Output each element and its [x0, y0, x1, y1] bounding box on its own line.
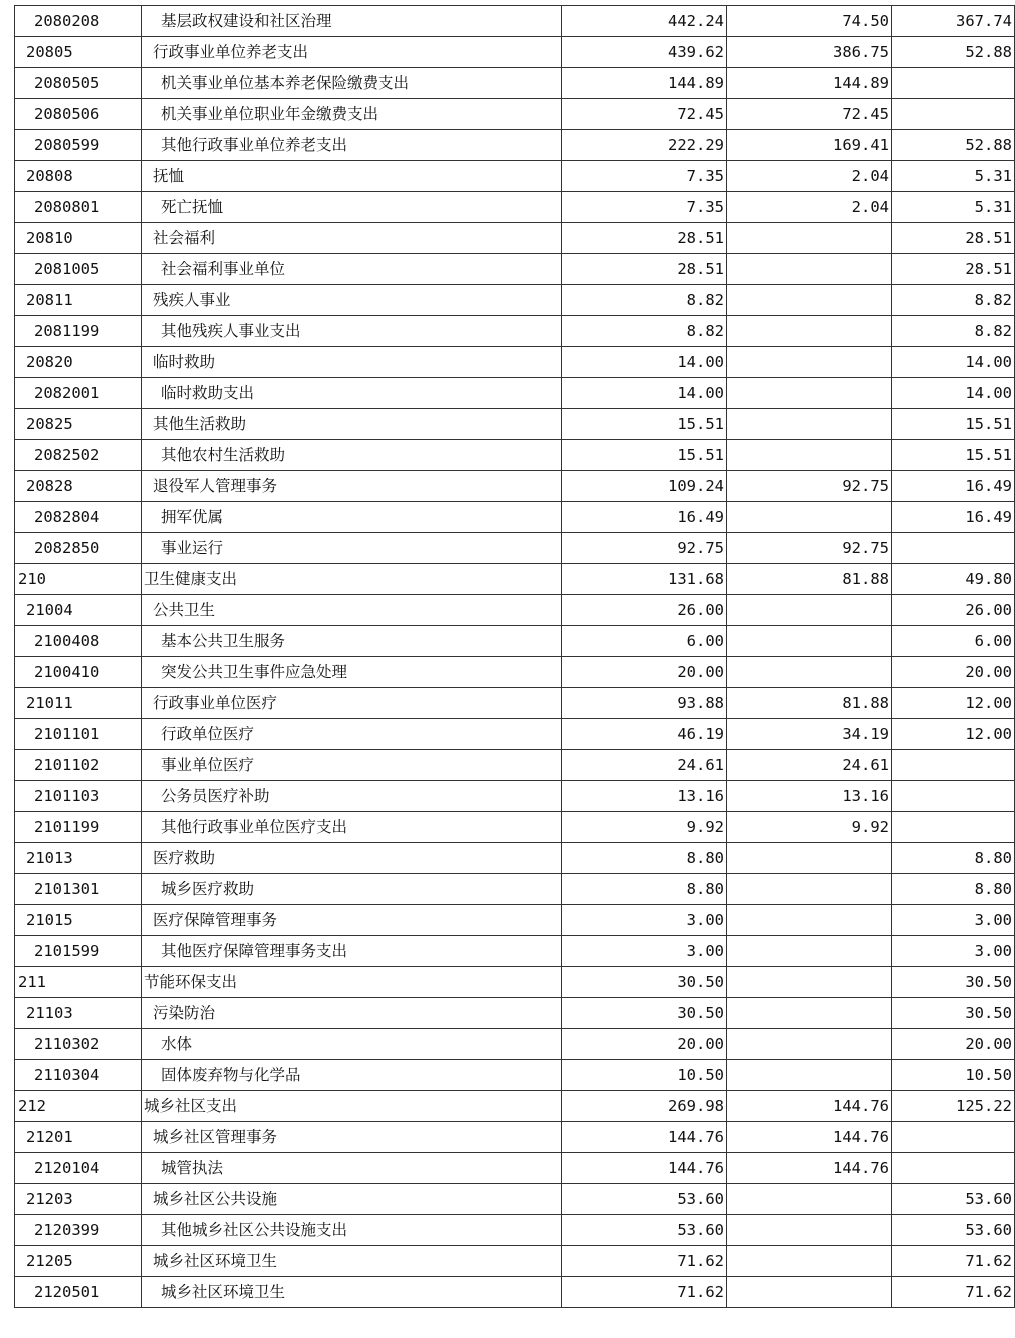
table-row [15, 254, 1015, 285]
code-cell: 2080801 [15, 192, 142, 223]
project-expenditure-cell: 8.82 [892, 316, 1015, 347]
name-cell: 行政事业单位医疗 [142, 688, 562, 719]
total-cell: 10.50 [562, 1060, 727, 1091]
name-cell: 残疾人事业 [142, 285, 562, 316]
code-cell: 2101599 [15, 936, 142, 967]
project-expenditure-cell [892, 68, 1015, 99]
name-cell: 水体 [142, 1029, 562, 1060]
code-cell: 2080208 [15, 6, 142, 37]
project-expenditure-cell [892, 99, 1015, 130]
table-row [15, 1060, 1015, 1091]
total-cell: 20.00 [562, 1029, 727, 1060]
name-cell: 城乡社区支出 [142, 1091, 562, 1122]
basic-expenditure-cell [727, 502, 892, 533]
basic-expenditure-cell: 74.50 [727, 6, 892, 37]
basic-expenditure-cell [727, 254, 892, 285]
code-cell: 20825 [15, 409, 142, 440]
table-row [15, 1215, 1015, 1246]
table-row [15, 1029, 1015, 1060]
total-cell: 71.62 [562, 1246, 727, 1277]
project-expenditure-cell: 12.00 [892, 688, 1015, 719]
code-cell: 2080506 [15, 99, 142, 130]
code-cell: 210 [15, 564, 142, 595]
total-cell: 13.16 [562, 781, 727, 812]
project-expenditure-cell: 53.60 [892, 1184, 1015, 1215]
basic-expenditure-cell: 92.75 [727, 533, 892, 564]
total-cell: 46.19 [562, 719, 727, 750]
table-row [15, 1184, 1015, 1215]
code-cell: 2120501 [15, 1277, 142, 1308]
table-row [15, 719, 1015, 750]
budget-expenditure-table [14, 5, 1015, 1308]
basic-expenditure-cell: 34.19 [727, 719, 892, 750]
name-cell: 行政单位医疗 [142, 719, 562, 750]
name-cell: 其他生活救助 [142, 409, 562, 440]
code-cell: 21205 [15, 1246, 142, 1277]
basic-expenditure-cell [727, 1029, 892, 1060]
table-row [15, 1246, 1015, 1277]
name-cell: 医疗救助 [142, 843, 562, 874]
name-cell: 机关事业单位基本养老保险缴费支出 [142, 68, 562, 99]
project-expenditure-cell: 20.00 [892, 1029, 1015, 1060]
basic-expenditure-cell [727, 409, 892, 440]
basic-expenditure-cell [727, 843, 892, 874]
project-expenditure-cell: 15.51 [892, 409, 1015, 440]
code-cell: 20820 [15, 347, 142, 378]
total-cell: 26.00 [562, 595, 727, 626]
total-cell: 14.00 [562, 378, 727, 409]
table-row [15, 130, 1015, 161]
code-cell: 21004 [15, 595, 142, 626]
total-cell: 269.98 [562, 1091, 727, 1122]
total-cell: 222.29 [562, 130, 727, 161]
project-expenditure-cell: 28.51 [892, 223, 1015, 254]
table-row [15, 223, 1015, 254]
name-cell: 卫生健康支出 [142, 564, 562, 595]
total-cell: 53.60 [562, 1184, 727, 1215]
project-expenditure-cell: 14.00 [892, 378, 1015, 409]
project-expenditure-cell [892, 533, 1015, 564]
project-expenditure-cell [892, 1153, 1015, 1184]
table-row [15, 161, 1015, 192]
table-row [15, 440, 1015, 471]
project-expenditure-cell: 5.31 [892, 161, 1015, 192]
total-cell: 53.60 [562, 1215, 727, 1246]
code-cell: 2101103 [15, 781, 142, 812]
basic-expenditure-cell [727, 1060, 892, 1091]
name-cell: 其他城乡社区公共设施支出 [142, 1215, 562, 1246]
code-cell: 2082502 [15, 440, 142, 471]
project-expenditure-cell: 52.88 [892, 130, 1015, 161]
total-cell: 8.82 [562, 285, 727, 316]
table-row [15, 750, 1015, 781]
basic-expenditure-cell: 144.89 [727, 68, 892, 99]
basic-expenditure-cell [727, 874, 892, 905]
name-cell: 死亡抚恤 [142, 192, 562, 223]
name-cell: 基本公共卫生服务 [142, 626, 562, 657]
name-cell: 其他农村生活救助 [142, 440, 562, 471]
budget-table-container [14, 5, 1012, 1308]
total-cell: 109.24 [562, 471, 727, 502]
table-row [15, 99, 1015, 130]
total-cell: 3.00 [562, 936, 727, 967]
total-cell: 131.68 [562, 564, 727, 595]
total-cell: 7.35 [562, 192, 727, 223]
name-cell: 城管执法 [142, 1153, 562, 1184]
code-cell: 2101199 [15, 812, 142, 843]
total-cell: 8.80 [562, 843, 727, 874]
name-cell: 其他行政事业单位养老支出 [142, 130, 562, 161]
project-expenditure-cell: 52.88 [892, 37, 1015, 68]
name-cell: 突发公共卫生事件应急处理 [142, 657, 562, 688]
total-cell: 7.35 [562, 161, 727, 192]
name-cell: 节能环保支出 [142, 967, 562, 998]
basic-expenditure-cell [727, 967, 892, 998]
project-expenditure-cell: 16.49 [892, 471, 1015, 502]
table-row [15, 471, 1015, 502]
total-cell: 3.00 [562, 905, 727, 936]
code-cell: 2100408 [15, 626, 142, 657]
basic-expenditure-cell [727, 1246, 892, 1277]
table-row [15, 812, 1015, 843]
table-row [15, 409, 1015, 440]
total-cell: 6.00 [562, 626, 727, 657]
code-cell: 20805 [15, 37, 142, 68]
project-expenditure-cell: 28.51 [892, 254, 1015, 285]
basic-expenditure-cell [727, 626, 892, 657]
table-row [15, 316, 1015, 347]
project-expenditure-cell: 14.00 [892, 347, 1015, 378]
code-cell: 21011 [15, 688, 142, 719]
name-cell: 城乡社区环境卫生 [142, 1246, 562, 1277]
name-cell: 公务员医疗补助 [142, 781, 562, 812]
basic-expenditure-cell: 169.41 [727, 130, 892, 161]
name-cell: 机关事业单位职业年金缴费支出 [142, 99, 562, 130]
basic-expenditure-cell [727, 657, 892, 688]
name-cell: 其他残疾人事业支出 [142, 316, 562, 347]
basic-expenditure-cell [727, 1184, 892, 1215]
total-cell: 442.24 [562, 6, 727, 37]
project-expenditure-cell [892, 750, 1015, 781]
total-cell: 30.50 [562, 998, 727, 1029]
name-cell: 行政事业单位养老支出 [142, 37, 562, 68]
code-cell: 2101101 [15, 719, 142, 750]
table-row [15, 285, 1015, 316]
project-expenditure-cell: 26.00 [892, 595, 1015, 626]
table-row [15, 378, 1015, 409]
basic-expenditure-cell [727, 378, 892, 409]
name-cell: 其他行政事业单位医疗支出 [142, 812, 562, 843]
table-row [15, 595, 1015, 626]
table-row [15, 347, 1015, 378]
name-cell: 医疗保障管理事务 [142, 905, 562, 936]
project-expenditure-cell [892, 812, 1015, 843]
project-expenditure-cell: 10.50 [892, 1060, 1015, 1091]
total-cell: 24.61 [562, 750, 727, 781]
project-expenditure-cell: 3.00 [892, 905, 1015, 936]
total-cell: 8.80 [562, 874, 727, 905]
total-cell: 144.89 [562, 68, 727, 99]
basic-expenditure-cell: 81.88 [727, 688, 892, 719]
total-cell: 15.51 [562, 440, 727, 471]
project-expenditure-cell: 3.00 [892, 936, 1015, 967]
name-cell: 城乡医疗救助 [142, 874, 562, 905]
total-cell: 16.49 [562, 502, 727, 533]
basic-expenditure-cell [727, 440, 892, 471]
basic-expenditure-cell: 81.88 [727, 564, 892, 595]
name-cell: 临时救助支出 [142, 378, 562, 409]
code-cell: 2120104 [15, 1153, 142, 1184]
code-cell: 2100410 [15, 657, 142, 688]
total-cell: 144.76 [562, 1122, 727, 1153]
code-cell: 2081199 [15, 316, 142, 347]
project-expenditure-cell: 8.82 [892, 285, 1015, 316]
basic-expenditure-cell [727, 223, 892, 254]
code-cell: 20828 [15, 471, 142, 502]
name-cell: 临时救助 [142, 347, 562, 378]
code-cell: 20811 [15, 285, 142, 316]
basic-expenditure-cell [727, 936, 892, 967]
table-row [15, 626, 1015, 657]
table-row [15, 1091, 1015, 1122]
name-cell: 固体废弃物与化学品 [142, 1060, 562, 1091]
project-expenditure-cell: 16.49 [892, 502, 1015, 533]
table-row [15, 6, 1015, 37]
total-cell: 439.62 [562, 37, 727, 68]
project-expenditure-cell: 125.22 [892, 1091, 1015, 1122]
code-cell: 2082804 [15, 502, 142, 533]
code-cell: 2101102 [15, 750, 142, 781]
total-cell: 28.51 [562, 223, 727, 254]
basic-expenditure-cell [727, 998, 892, 1029]
name-cell: 基层政权建设和社区治理 [142, 6, 562, 37]
table-row [15, 936, 1015, 967]
project-expenditure-cell: 6.00 [892, 626, 1015, 657]
code-cell: 2082850 [15, 533, 142, 564]
basic-expenditure-cell: 144.76 [727, 1153, 892, 1184]
total-cell: 72.45 [562, 99, 727, 130]
code-cell: 21103 [15, 998, 142, 1029]
name-cell: 社会福利事业单位 [142, 254, 562, 285]
basic-expenditure-cell: 92.75 [727, 471, 892, 502]
table-row [15, 502, 1015, 533]
total-cell: 92.75 [562, 533, 727, 564]
name-cell: 污染防治 [142, 998, 562, 1029]
code-cell: 2081005 [15, 254, 142, 285]
name-cell: 公共卫生 [142, 595, 562, 626]
table-row [15, 533, 1015, 564]
basic-expenditure-cell: 24.61 [727, 750, 892, 781]
code-cell: 211 [15, 967, 142, 998]
code-cell: 2120399 [15, 1215, 142, 1246]
code-cell: 2101301 [15, 874, 142, 905]
code-cell: 2082001 [15, 378, 142, 409]
table-body [15, 6, 1015, 1308]
basic-expenditure-cell [727, 1215, 892, 1246]
total-cell: 30.50 [562, 967, 727, 998]
code-cell: 2080599 [15, 130, 142, 161]
name-cell: 城乡社区公共设施 [142, 1184, 562, 1215]
project-expenditure-cell: 8.80 [892, 843, 1015, 874]
total-cell: 15.51 [562, 409, 727, 440]
table-row [15, 1122, 1015, 1153]
table-row [15, 843, 1015, 874]
basic-expenditure-cell: 2.04 [727, 192, 892, 223]
total-cell: 71.62 [562, 1277, 727, 1308]
basic-expenditure-cell: 144.76 [727, 1091, 892, 1122]
basic-expenditure-cell: 2.04 [727, 161, 892, 192]
total-cell: 144.76 [562, 1153, 727, 1184]
code-cell: 20810 [15, 223, 142, 254]
project-expenditure-cell: 71.62 [892, 1277, 1015, 1308]
table-row [15, 688, 1015, 719]
total-cell: 14.00 [562, 347, 727, 378]
basic-expenditure-cell: 9.92 [727, 812, 892, 843]
project-expenditure-cell: 71.62 [892, 1246, 1015, 1277]
code-cell: 21203 [15, 1184, 142, 1215]
project-expenditure-cell: 12.00 [892, 719, 1015, 750]
basic-expenditure-cell [727, 905, 892, 936]
basic-expenditure-cell [727, 595, 892, 626]
basic-expenditure-cell: 144.76 [727, 1122, 892, 1153]
table-row [15, 192, 1015, 223]
table-row [15, 37, 1015, 68]
name-cell: 事业运行 [142, 533, 562, 564]
basic-expenditure-cell [727, 316, 892, 347]
code-cell: 2110302 [15, 1029, 142, 1060]
table-row [15, 657, 1015, 688]
project-expenditure-cell: 53.60 [892, 1215, 1015, 1246]
name-cell: 抚恤 [142, 161, 562, 192]
total-cell: 9.92 [562, 812, 727, 843]
total-cell: 28.51 [562, 254, 727, 285]
table-row [15, 781, 1015, 812]
total-cell: 20.00 [562, 657, 727, 688]
project-expenditure-cell: 15.51 [892, 440, 1015, 471]
name-cell: 退役军人管理事务 [142, 471, 562, 502]
code-cell: 212 [15, 1091, 142, 1122]
table-row [15, 564, 1015, 595]
table-row [15, 1277, 1015, 1308]
total-cell: 8.82 [562, 316, 727, 347]
basic-expenditure-cell [727, 285, 892, 316]
name-cell: 拥军优属 [142, 502, 562, 533]
project-expenditure-cell: 49.80 [892, 564, 1015, 595]
table-row [15, 905, 1015, 936]
name-cell: 事业单位医疗 [142, 750, 562, 781]
basic-expenditure-cell: 13.16 [727, 781, 892, 812]
code-cell: 20808 [15, 161, 142, 192]
name-cell: 城乡社区环境卫生 [142, 1277, 562, 1308]
project-expenditure-cell: 367.74 [892, 6, 1015, 37]
project-expenditure-cell: 5.31 [892, 192, 1015, 223]
table-row [15, 967, 1015, 998]
code-cell: 21013 [15, 843, 142, 874]
basic-expenditure-cell: 72.45 [727, 99, 892, 130]
table-row [15, 1153, 1015, 1184]
project-expenditure-cell: 20.00 [892, 657, 1015, 688]
project-expenditure-cell: 30.50 [892, 967, 1015, 998]
code-cell: 21201 [15, 1122, 142, 1153]
table-row [15, 998, 1015, 1029]
project-expenditure-cell [892, 781, 1015, 812]
project-expenditure-cell: 30.50 [892, 998, 1015, 1029]
basic-expenditure-cell: 386.75 [727, 37, 892, 68]
name-cell: 其他医疗保障管理事务支出 [142, 936, 562, 967]
basic-expenditure-cell [727, 1277, 892, 1308]
table-row [15, 68, 1015, 99]
code-cell: 21015 [15, 905, 142, 936]
total-cell: 93.88 [562, 688, 727, 719]
code-cell: 2110304 [15, 1060, 142, 1091]
name-cell: 城乡社区管理事务 [142, 1122, 562, 1153]
project-expenditure-cell [892, 1122, 1015, 1153]
table-row [15, 874, 1015, 905]
code-cell: 2080505 [15, 68, 142, 99]
basic-expenditure-cell [727, 347, 892, 378]
name-cell: 社会福利 [142, 223, 562, 254]
project-expenditure-cell: 8.80 [892, 874, 1015, 905]
